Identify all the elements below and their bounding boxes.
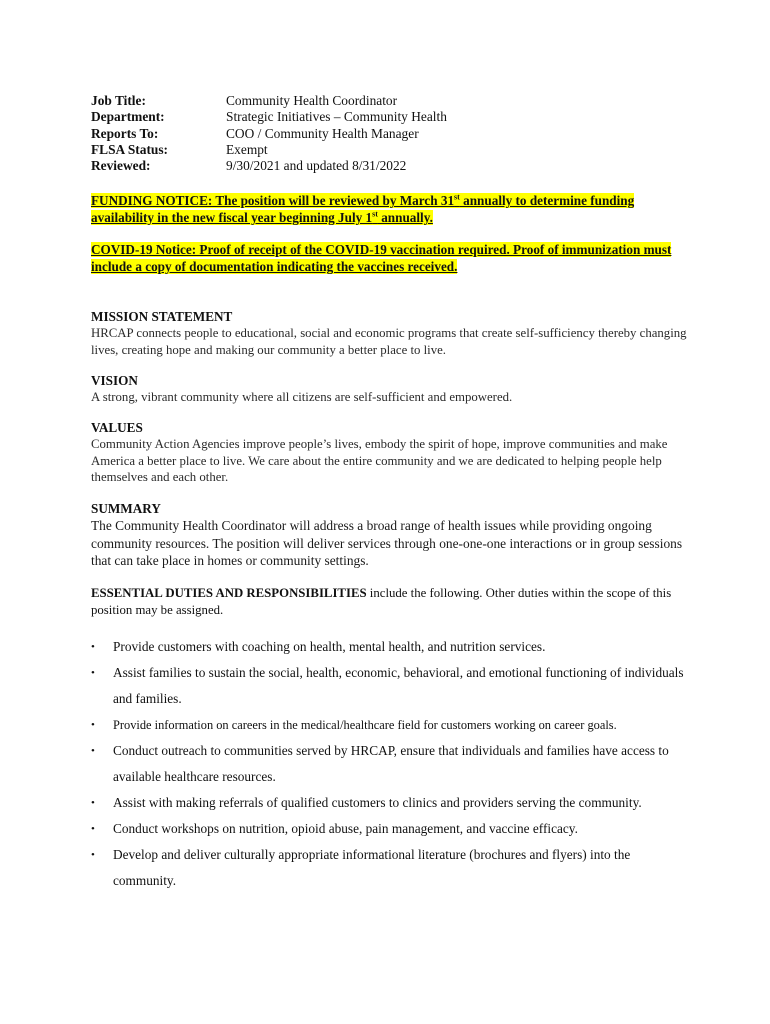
funding-notice-sup2: st (372, 209, 378, 219)
bullet-icon: • (91, 667, 95, 680)
duty-text: Provide information on careers in the medical/healthcare field for customers working on career goals. (113, 718, 617, 733)
funding-notice-highlight (91, 193, 634, 225)
essential-duties-text: include the following. Other duties within the scope of this position may be assigned. (91, 586, 672, 617)
mission-text: HRCAP connects people to educational, social and economic programs that create self-sufficiency thereby changing lives, creating hope and making our community a better place to live. (91, 326, 687, 357)
list-item (91, 712, 691, 738)
list-item (91, 790, 691, 816)
duty-text: Assist with making referrals of qualified customers to clinics and providers serving the community. (113, 795, 642, 811)
summary-text: The Community Health Coordinator will address a broad range of health issues while providing ongoing community resources. The position will deliver services through one-one-one interactions or in group sessions that can take place in homes or community settings. (91, 518, 683, 568)
vision-heading: VISION (91, 373, 138, 389)
list-item (91, 738, 691, 790)
bullet-icon: • (91, 849, 95, 862)
info-label-department: Department: (91, 109, 165, 125)
funding-notice-part2: annually to determine funding availability in the new fiscal year beginning July 1 (91, 193, 635, 225)
info-value-department: Strategic Initiatives – Community Health (226, 109, 447, 125)
duty-text: Conduct workshops on nutrition, opioid abuse, pain management, and vaccine efficacy. (113, 821, 578, 837)
info-label-reviewed: Reviewed: (91, 158, 151, 174)
list-item (91, 816, 691, 842)
duty-text: Conduct outreach to communities served by HRCAP, ensure that individuals and families have access to available healthcare resources. (113, 743, 669, 785)
info-label-flsa-status: FLSA Status: (91, 141, 169, 157)
info-label-job-title: Job Title: (91, 93, 146, 108)
values-heading: VALUES (91, 420, 143, 436)
vision-text: A strong, vibrant community where all citizens are self-sufficient and empowered. (91, 390, 513, 405)
document-page (91, 93, 691, 894)
duty-text: Provide customers with coaching on health, mental health, and nutrition services. (113, 639, 546, 655)
list-item (91, 842, 691, 894)
duty-text: Develop and deliver culturally appropriate informational literature (brochures and flyers) into the community. (113, 847, 631, 889)
funding-notice-part3: annually. (377, 209, 433, 225)
info-label-reports-to: Reports To: (91, 125, 159, 141)
vision-section (91, 372, 691, 405)
mission-section (91, 308, 691, 358)
values-section (91, 419, 691, 485)
funding-notice-sup1: st (454, 193, 460, 203)
list-item (91, 634, 691, 660)
info-value-flsa-status: Exempt (226, 141, 268, 157)
info-value-reviewed: 9/30/2021 and updated 8/31/2022 (226, 158, 407, 174)
values-text: Community Action Agencies improve people’s lives, embody the spirit of hope, improve communities and make America a better place to live. We care about the entire community and we are dedicated to helping people help themselves and each other. (91, 437, 668, 484)
covid-notice (91, 242, 691, 275)
funding-notice (91, 193, 691, 226)
info-value-reports-to: COO / Community Health Manager (226, 125, 419, 141)
bullet-icon: • (91, 797, 95, 810)
essential-duties-intro (91, 585, 691, 618)
list-item (91, 660, 691, 712)
mission-heading: MISSION STATEMENT (91, 309, 233, 325)
summary-heading: SUMMARY (91, 501, 161, 517)
info-value-job-title: Community Health Coordinator (226, 93, 398, 108)
duty-text: Assist families to sustain the social, health, economic, behavioral, and emotional functioning of individuals and families. (113, 665, 684, 707)
bullet-icon: • (91, 641, 95, 654)
covid-notice-text: COVID-19 Notice: Proof of receipt of the COVID-19 vaccination required. Proof of immunization must include a copy of documentation indicating the vaccines received. (91, 242, 672, 274)
duties-list (91, 634, 691, 894)
bullet-icon: • (91, 745, 95, 758)
essential-duties-heading: ESSENTIAL DUTIES AND RESPONSIBILITIES (91, 586, 367, 601)
funding-notice-part1: FUNDING NOTICE: The position will be reviewed by March 31 (91, 193, 455, 209)
bullet-icon: • (91, 823, 95, 836)
job-info-table (91, 93, 691, 174)
summary-section (91, 500, 691, 569)
bullet-icon: • (91, 719, 95, 732)
